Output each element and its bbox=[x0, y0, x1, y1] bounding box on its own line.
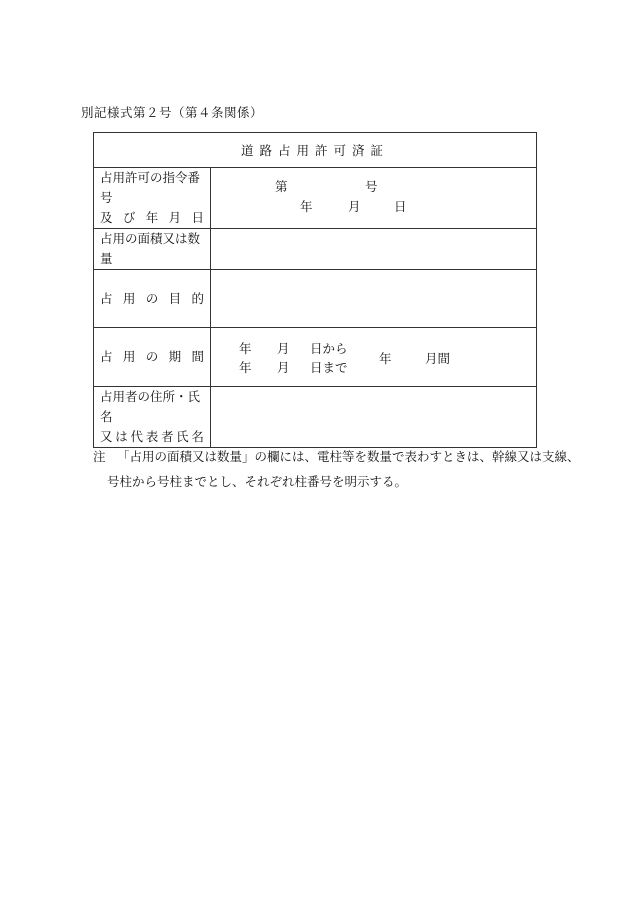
form-label: 別記様式第２号（第４条関係） bbox=[81, 105, 264, 120]
label-char: 用 bbox=[122, 290, 136, 306]
purpose-value[interactable] bbox=[211, 270, 537, 328]
note-line1 bbox=[93, 444, 580, 469]
date-year: 年 bbox=[300, 199, 313, 214]
note-line2: 号柱から号柱までとし、それぞれ柱番号を明示する。 bbox=[107, 474, 408, 489]
area-label: 占用の面積又は数量 bbox=[94, 229, 211, 270]
label-char: 者 bbox=[160, 429, 174, 444]
label-char: 用 bbox=[122, 349, 136, 364]
label-char: の bbox=[145, 290, 159, 306]
label-char: 名 bbox=[191, 429, 204, 444]
from-day: 日から bbox=[310, 341, 348, 356]
date-month: 月 bbox=[348, 199, 361, 214]
label-char: 代 bbox=[130, 429, 143, 444]
occupant-label bbox=[94, 387, 211, 448]
label-char: 的 bbox=[191, 290, 204, 306]
duration-year: 年 bbox=[379, 351, 392, 366]
label-char: 占 bbox=[100, 290, 113, 306]
label-char: 年 bbox=[145, 210, 159, 225]
permit-number-row bbox=[94, 168, 537, 229]
to-day: 日まで bbox=[310, 360, 348, 375]
date-day: 日 bbox=[394, 199, 407, 214]
number-suffix: 号 bbox=[365, 179, 378, 194]
area-row bbox=[94, 229, 537, 270]
permit-table bbox=[93, 132, 537, 448]
purpose-row bbox=[94, 270, 537, 328]
label-char: 氏 bbox=[176, 429, 189, 444]
period-label bbox=[94, 328, 211, 387]
note-text-line1: 「占用の面積又は数量」の欄には、電柱等を数量で表わすときは、幹線又は支線、 bbox=[117, 449, 580, 464]
permit-number-label-line2 bbox=[100, 208, 204, 228]
label-char: の bbox=[145, 349, 159, 364]
from-month: 月 bbox=[277, 341, 290, 356]
label-char: 占 bbox=[100, 349, 113, 364]
label-char: 又 bbox=[100, 429, 113, 444]
label-char: 表 bbox=[145, 429, 159, 444]
label-char: は bbox=[115, 429, 128, 444]
note bbox=[93, 444, 580, 494]
period-label-chars bbox=[100, 347, 204, 367]
occupant-value[interactable] bbox=[211, 387, 537, 448]
permit-number-value[interactable] bbox=[211, 168, 537, 229]
period-value[interactable] bbox=[211, 328, 537, 387]
permit-number-label bbox=[94, 168, 211, 229]
label-char: 及 bbox=[100, 210, 113, 225]
label-char: 目 bbox=[168, 290, 182, 306]
area-value[interactable] bbox=[211, 229, 537, 270]
label-char: 間 bbox=[191, 349, 204, 364]
duration-month: 月間 bbox=[425, 351, 451, 366]
permit-number-label-line1: 占用許可の指令番号 bbox=[100, 170, 201, 205]
from-year: 年 bbox=[239, 341, 252, 356]
label-char: 月 bbox=[168, 210, 182, 225]
label-char: び bbox=[122, 210, 136, 225]
table-title: 道路占用許可済証 bbox=[94, 133, 537, 168]
note-head: 注 bbox=[93, 449, 106, 464]
to-month: 月 bbox=[277, 360, 290, 375]
occupant-label-line1: 占用者の住所・氏名 bbox=[100, 389, 201, 424]
purpose-label-chars bbox=[100, 289, 204, 309]
period-row bbox=[94, 328, 537, 387]
purpose-label bbox=[94, 270, 211, 328]
number-prefix: 第 bbox=[275, 179, 288, 194]
label-char: 期 bbox=[168, 349, 182, 364]
to-year: 年 bbox=[239, 360, 252, 375]
label-char: 日 bbox=[191, 210, 204, 225]
occupant-row bbox=[94, 387, 537, 448]
table-title-row bbox=[94, 133, 537, 168]
